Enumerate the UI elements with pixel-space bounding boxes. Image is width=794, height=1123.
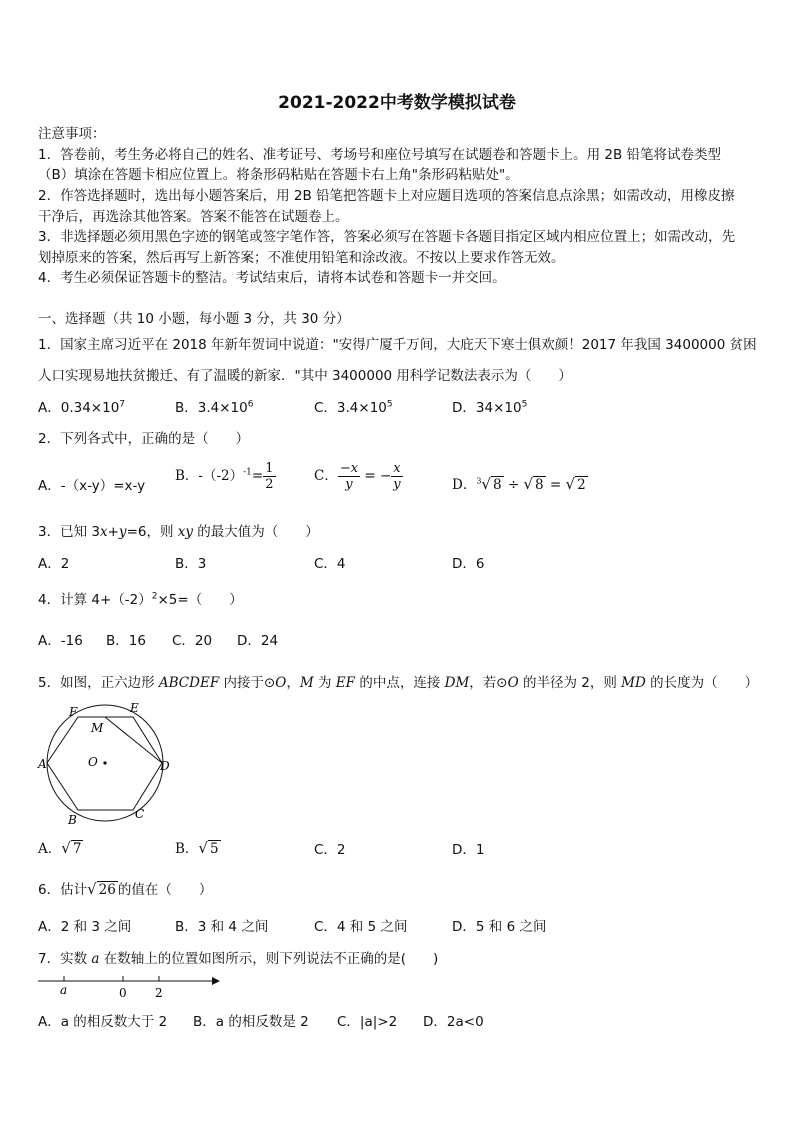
notice-line-1: 1．答卷前，考生务必将自己的姓名、准考证号、考场号和座位号填写在试题卷和答题卡上。用 2B 铅笔将试卷类型 — [38, 147, 722, 163]
notice-line-2: （B）填涂在答题卡相应位置上。将条形码粘贴在答题卡右上角"条形码粘贴处"。 — [38, 167, 519, 183]
label-o: O — [88, 755, 98, 769]
q6-option-a: A．2 和 3 之间 — [38, 919, 132, 935]
q7-stem: 7．实数 a 在数轴上的位置如图所示，则下列说法不正确的是( ) — [38, 951, 439, 967]
label-f: F — [69, 705, 78, 719]
q3-option-c: C．4 — [314, 556, 346, 572]
label-c: C — [135, 807, 145, 821]
q7-option-b: B．a 的相反数是 2 — [193, 1014, 309, 1030]
q6-option-c: C．4 和 5 之间 — [314, 919, 408, 935]
q1-option-a: A．$0.34\times 10^7$ — [38, 399, 126, 416]
number-line — [34, 970, 230, 1002]
q7-option-d: D．2a<0 — [423, 1014, 484, 1030]
notice-line-4: 干净后，再选涂其他答案。答案不能答在试题卷上。 — [38, 209, 349, 225]
q4-option-c: C．20 — [172, 633, 213, 649]
q3-option-a: A．2 — [38, 556, 70, 572]
segment-dm — [105, 717, 162, 763]
q3-option-d: D．6 — [452, 556, 485, 572]
q1-stem-line2: 人口实现易地扶贫搬迁、有了温暖的新家．"其中 3400000 用科学记数法表示为（ ） — [38, 368, 572, 384]
tick-label-a: a — [60, 983, 68, 997]
label-b: B — [68, 813, 77, 827]
hexagon-circle-figure — [34, 698, 184, 828]
page-title: 2021-2022中考数学模拟试卷 — [278, 93, 516, 113]
label-e: E — [130, 701, 139, 715]
q1-option-d: D．$34\times 10^5$ — [452, 399, 528, 416]
notice-heading: 注意事项： — [38, 126, 106, 142]
notice-line-6: 划掉原来的答案，然后再写上新答案；不准使用铅笔和涂改液。不按以上要求作答无效。 — [38, 250, 565, 266]
q2-option-b: B．$-(-2)^{-1}=$ $\frac{1}{2}$ — [175, 461, 274, 492]
label-d: D — [160, 759, 170, 773]
q2-stem: 2．下列各式中，正确的是（ ） — [38, 431, 250, 447]
q5-option-a: A．√ 7 — [38, 839, 82, 857]
q4-option-d: D．24 — [237, 633, 279, 649]
q1-option-b: B．$3.4\times 10^6$ — [175, 399, 254, 416]
q5-option-b: B．√ 5 — [175, 839, 219, 857]
q4-option-a: A．-16 — [38, 633, 83, 649]
q3-option-b: B．3 — [175, 556, 207, 572]
q5-option-d: D．1 — [452, 842, 485, 858]
q5-option-c: C．2 — [314, 842, 346, 858]
q2-option-c: C． $\frac{-x}{y}$ = − $\frac{x}{y}$ — [314, 461, 401, 492]
q3-stem: 3．已知 3x+y=6，则 xy 的最大值为（ ） — [38, 524, 319, 540]
label-a: A — [38, 757, 47, 771]
q4-stem: 4．计算 $4+(-2)^2\times 5=$（ ） — [38, 591, 243, 608]
section-heading: 一、选择题（共 10 小题，每小题 3 分，共 30 分） — [38, 311, 350, 327]
tick-label-two: 2 — [155, 986, 163, 1000]
q1-option-c: C．$3.4\times 10^5$ — [314, 399, 393, 416]
q5-stem: 5．如图，正六边形 ABCDEF 内接于⊙O，M 为 EF 的中点，连接 DM，若⊙O 的半径为 2，则 MD 的长度为（ ） — [38, 675, 759, 691]
q2-option-a: A．-（x-y）=x-y — [38, 478, 146, 494]
notice-line-5: 3．非选择题必须用黑色字迹的钢笔或签字笔作答，答案必须写在答题卡各题目指定区域内相应位置上；如需改动，先 — [38, 229, 736, 245]
q4-option-b: B．16 — [106, 633, 146, 649]
q6-stem: 6．估计√ 26 的值在（ ） — [38, 880, 213, 898]
q7-option-a: A．a 的相反数大于 2 — [38, 1014, 168, 1030]
q7-option-c: C．|a|>2 — [337, 1014, 398, 1030]
q2-option-d: D．$^3$√ 8 ÷ √ 8 = √ 2 — [452, 475, 586, 493]
q1-stem-line1: 1．国家主席习近平在 2018 年新年贺词中说道："安得广厦千万间，大庇天下寒士俱欢颜！2017 年我国 3400000 贫困 — [38, 337, 757, 353]
axis-arrow — [212, 977, 220, 985]
tick-label-zero: 0 — [119, 986, 127, 1000]
notice-line-3: 2．作答选择题时，选出每小题答案后，用 2B 铅笔把答题卡上对应题目选项的答案信息点涂黑；如需改动，用橡皮擦 — [38, 188, 735, 204]
center-point-o — [103, 761, 106, 764]
label-m: M — [91, 721, 104, 735]
notice-line-7: 4．考生必须保证答题卡的整洁。考试结束后，请将本试卷和答题卡一并交回。 — [38, 270, 506, 286]
q6-option-d: D．5 和 6 之间 — [452, 919, 547, 935]
q6-option-b: B．3 和 4 之间 — [175, 919, 269, 935]
